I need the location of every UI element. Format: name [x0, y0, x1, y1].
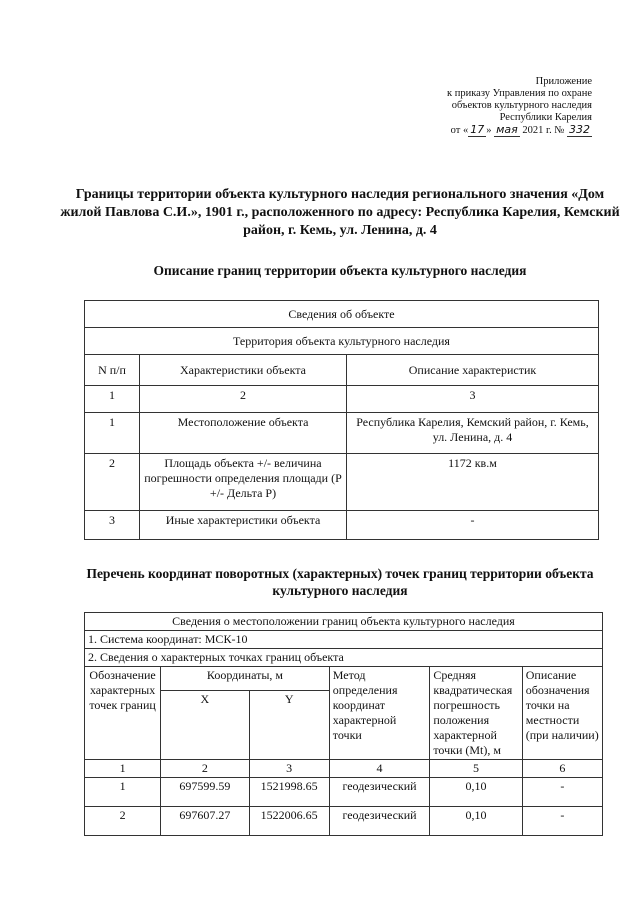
column-header: Координаты, м — [161, 667, 330, 691]
table-cell: 1 — [85, 413, 140, 454]
table-cell: геодезический — [329, 807, 430, 836]
column-header: N п/п — [85, 355, 140, 386]
column-number: 1 — [85, 386, 140, 413]
table-header: Территория объекта культурного наследия — [85, 328, 599, 355]
section2-title: Перечень координат поворотных (характерных) точек границ территории объекта культурного наследия — [86, 566, 594, 598]
date-mid: » — [486, 125, 492, 136]
table-cell: Республика Карелия, Кемский район, г. Кемь, ул. Ленина, д. 4 — [347, 413, 599, 454]
date-prefix: от « — [450, 125, 469, 136]
table-cell: 697607.27 — [161, 807, 249, 836]
table-cell: - — [522, 778, 602, 807]
table-cell: 1522006.65 — [249, 807, 329, 836]
table-cell: 2 — [85, 807, 161, 836]
object-info-table — [84, 300, 599, 540]
table-cell: Иные характеристики объекта — [140, 511, 347, 540]
table-header: Сведения о местоположении границ объекта культурного наследия — [85, 613, 603, 631]
table-cell: - — [522, 807, 602, 836]
table-header: Сведения об объекте — [85, 301, 599, 328]
table-cell: - — [347, 511, 599, 540]
date-month: мая — [496, 123, 518, 136]
appendix-line: Республики Карелия — [499, 112, 592, 123]
column-number: 3 — [347, 386, 599, 413]
table-cell: геодезический — [329, 778, 430, 807]
table-cell: 1521998.65 — [249, 778, 329, 807]
appendix-block — [372, 76, 592, 137]
order-number: 332 — [569, 123, 590, 136]
column-number: 5 — [430, 760, 522, 778]
table-cell: Местоположение объекта — [140, 413, 347, 454]
column-number: 3 — [249, 760, 329, 778]
coordinates-table — [84, 612, 603, 836]
column-number: 1 — [85, 760, 161, 778]
appendix-line: объектов культурного наследия — [451, 100, 592, 111]
date-day: 17 — [470, 123, 485, 136]
document-title: Границы территории объекта культурного наследия регионального значения «Дом жилой Павлова С.И.», 1901 г., расположенного по адресу: Республика Карелия, Кемский район, г. Кемь, ул. Ленина, д. 4 — [60, 187, 620, 238]
column-header: Y — [249, 691, 329, 760]
appendix-line: Приложение — [535, 76, 592, 87]
date-year: 2021 г. № — [522, 125, 565, 136]
appendix-line: к приказу Управления по охране — [447, 88, 592, 99]
column-number: 2 — [140, 386, 347, 413]
column-number: 4 — [329, 760, 430, 778]
section1-title: Описание границ территории объекта культурного наследия — [153, 263, 527, 278]
table-cell: 1172 кв.м — [347, 454, 599, 511]
table-cell: 697599.59 — [161, 778, 249, 807]
column-header: Обозначение характерных точек границ — [85, 667, 161, 760]
table-cell: 0,10 — [430, 778, 522, 807]
table-cell: 1 — [85, 778, 161, 807]
table-cell: Площадь объекта +/- величина погрешности определения площади (Р +/- Дельта Р) — [140, 454, 347, 511]
column-number: 6 — [522, 760, 602, 778]
column-header: Метод определения координат характерной точки — [329, 667, 430, 760]
appendix-date — [372, 124, 592, 137]
coordinate-system: 1. Система координат: МСК-10 — [85, 631, 603, 649]
column-header: X — [161, 691, 249, 760]
column-header: Описание обозначения точки на местности (при наличии) — [522, 667, 602, 760]
table-cell: 3 — [85, 511, 140, 540]
table-cell: 0,10 — [430, 807, 522, 836]
points-title: 2. Сведения о характерных точках границ объекта — [85, 649, 603, 667]
column-header: Средняя квадратическая погрешность положения характерной точки (Mt), м — [430, 667, 522, 760]
table-cell: 2 — [85, 454, 140, 511]
column-header: Описание характеристик — [347, 355, 599, 386]
column-number: 2 — [161, 760, 249, 778]
column-header: Характеристики объекта — [140, 355, 347, 386]
